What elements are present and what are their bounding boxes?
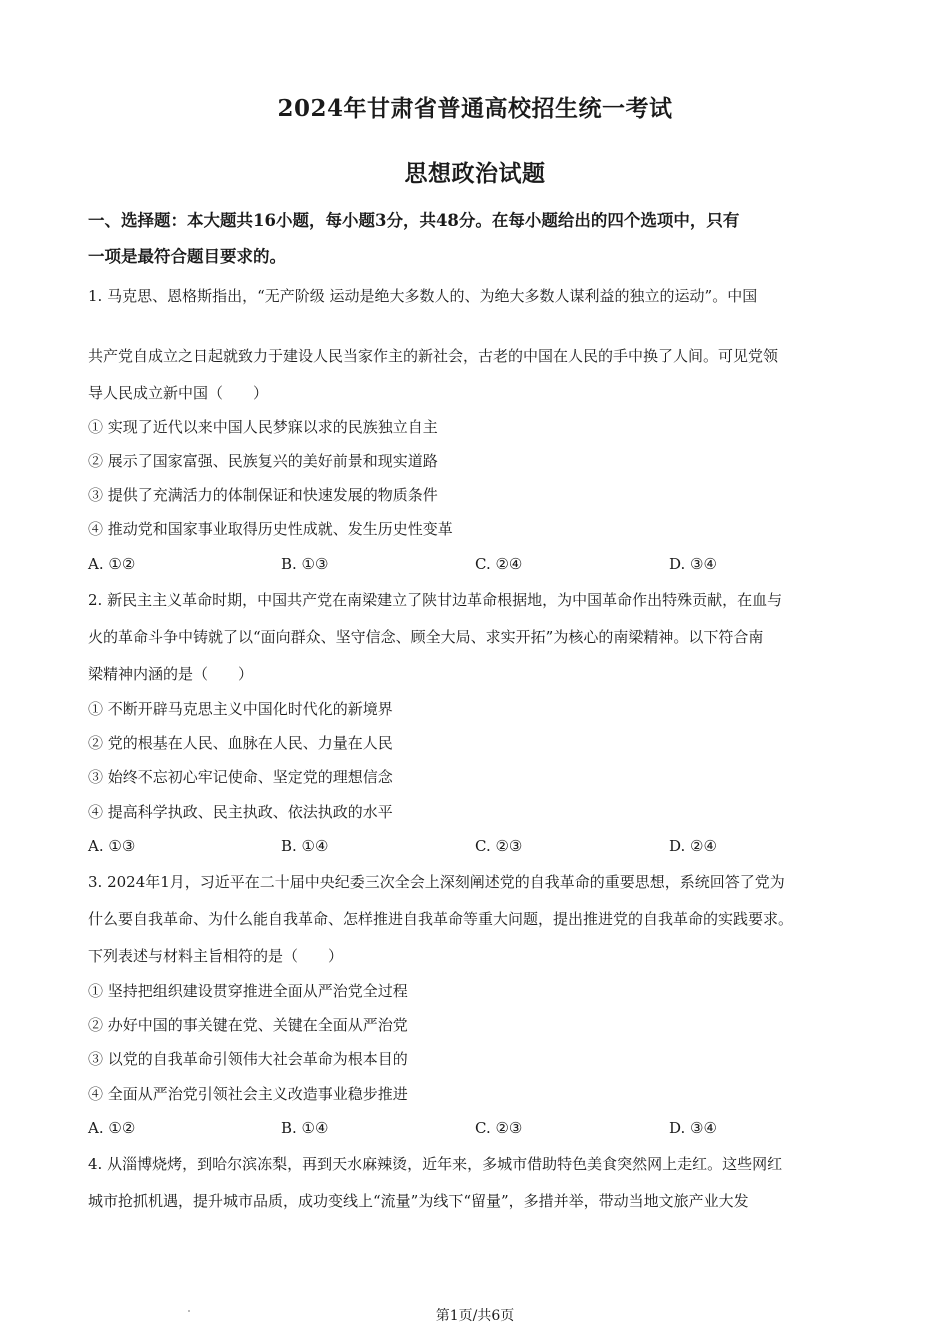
q3-stem-line-2: 什么要自我革命、为什么能自我革命、怎样推进自我革命等重大问题，提出推进党的自我革命的实践要求。 [88, 910, 794, 928]
q3-stem-line-1: 3. 2024年1月，习近平在二十届中央纪委三次全会上深刻阐述党的自我革命的重要思想，系统回答了党为 [88, 873, 785, 891]
q3-option-d[interactable]: D. ③④ [669, 1119, 717, 1137]
q2-stem-line-2: 火的革命斗争中铸就了以“面向群众、坚守信念、顾全大局、求实开拓”为核心的南梁精神。以下符合南 [88, 628, 764, 646]
q1-option-c[interactable]: C. ②④ [475, 555, 523, 573]
q1-stem-line-1: 1. 马克思、恩格斯指出，“无产阶级 运动是绝大多数人的、为绝大多数人谋利益的独立的运动”。中国 [88, 287, 758, 305]
q3-item-4: ④ 全面从严治党引领社会主义改造事业稳步推进 [88, 1085, 408, 1103]
q2-option-d[interactable]: D. ②④ [669, 837, 717, 855]
q3-option-a[interactable]: A. ①② [88, 1119, 136, 1137]
q1-option-b[interactable]: B. ①③ [281, 555, 329, 573]
q1-options [88, 553, 868, 575]
q1-item-2: ② 展示了国家富强、民族复兴的美好前景和现实道路 [88, 452, 438, 470]
q3-item-1: ① 坚持把组织建设贯穿推进全面从严治党全过程 [88, 982, 408, 1000]
q2-item-1: ① 不断开辟马克思主义中国化时代化的新境界 [88, 700, 393, 718]
q3-item-3: ③ 以党的自我革命引领伟大社会革命为根本目的 [88, 1050, 408, 1068]
q2-item-2: ② 党的根基在人民、血脉在人民、力量在人民 [88, 734, 393, 752]
exam-title: 2024年甘肃省普通高校招生统一考试 [277, 95, 673, 122]
q4-stem-line-1: 4. 从淄博烧烤，到哈尔滨冻梨，再到天水麻辣烫，近年来，多城市借助特色美食突然网上走红。这些网红 [88, 1155, 783, 1173]
q2-stem-line-3: 梁精神内涵的是（ ） [88, 665, 254, 683]
q1-option-d[interactable]: D. ③④ [669, 555, 717, 573]
q1-stem-line-3: 导人民成立新中国（ ） [88, 384, 269, 402]
q3-options [88, 1117, 868, 1139]
q2-stem-line-1: 2. 新民主主义革命时期，中国共产党在南梁建立了陕甘边革命根据地，为中国革命作出特殊贡献，在血与 [88, 591, 783, 609]
exam-subtitle: 思想政治试题 [404, 160, 546, 187]
q2-item-4: ④ 提高科学执政、民主执政、依法执政的水平 [88, 803, 393, 821]
q2-option-a[interactable]: A. ①③ [88, 837, 136, 855]
q3-item-2: ② 办好中国的事关键在党、关键在全面从严治党 [88, 1016, 408, 1034]
q3-option-c[interactable]: C. ②③ [475, 1119, 523, 1137]
q1-stem-line-2: 共产党自成立之日起就致力于建设人民当家作主的新社会，古老的中国在人民的手中换了人间。可见党领 [88, 347, 779, 365]
q3-option-b[interactable]: B. ①④ [281, 1119, 329, 1137]
q1-item-3: ③ 提供了充满活力的体制保证和快速发展的物质条件 [88, 486, 438, 504]
q3-stem-line-3: 下列表述与材料主旨相符的是（ ） [88, 947, 344, 965]
q2-item-3: ③ 始终不忘初心牢记使命、坚定党的理想信念 [88, 768, 393, 786]
q4-stem-line-2: 城市抢抓机遇，提升城市品质，成功变线上“流量”为线下“留量”，多措并举，带动当地文旅产业大发 [88, 1192, 749, 1210]
q1-item-4: ④ 推动党和国家事业取得历史性成就、发生历史性变革 [88, 520, 453, 538]
section-heading-line-2: 一项是最符合题目要求的。 [88, 247, 286, 266]
q2-options [88, 835, 868, 857]
section-heading-line-1: 一、选择题：本大题共16小题，每小题3分，共48分。在每小题给出的四个选项中，只有 [88, 211, 740, 230]
q1-option-a[interactable]: A. ①② [88, 555, 136, 573]
q2-option-b[interactable]: B. ①④ [281, 837, 329, 855]
q2-option-c[interactable]: C. ②③ [475, 837, 523, 855]
q1-item-1: ① 实现了近代以来中国人民梦寐以求的民族独立自主 [88, 418, 438, 436]
page-number: 第1页/共6页 [435, 1308, 515, 1324]
